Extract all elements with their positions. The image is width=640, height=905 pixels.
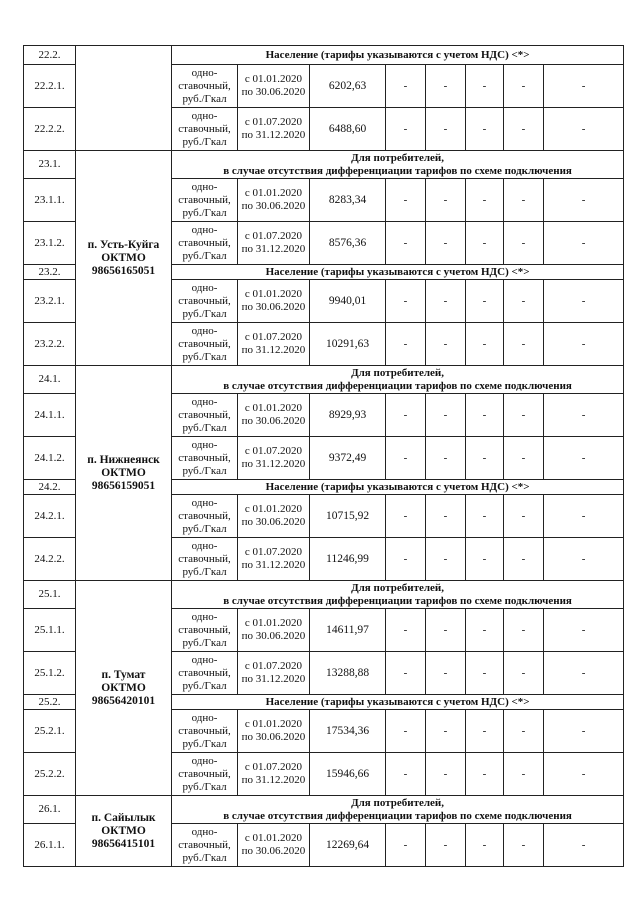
dash: - [504, 609, 544, 652]
dash: - [504, 753, 544, 796]
dash: - [386, 394, 426, 437]
period: с 01.07.2020 по 31.12.2020 [238, 652, 310, 695]
row-number: 23.1.1. [24, 179, 76, 222]
dash: - [504, 323, 544, 366]
rate-type: одно- ставочный, руб./Гкал [172, 437, 238, 480]
tariff-value: 6202,63 [310, 65, 386, 108]
rate-type: одно- ставочный, руб./Гкал [172, 652, 238, 695]
dash: - [504, 437, 544, 480]
dash: - [544, 323, 624, 366]
population-header: Население (тарифы указываются с учетом НДС) <*> [172, 695, 624, 710]
rate-type: одно- ставочный, руб./Гкал [172, 280, 238, 323]
tariff-value: 12269,64 [310, 824, 386, 867]
dash: - [386, 609, 426, 652]
dash: - [504, 538, 544, 581]
row-number: 23.1.2. [24, 222, 76, 265]
row-number: 23.2. [24, 265, 76, 280]
dash: - [426, 394, 466, 437]
row-number: 24.2.2. [24, 538, 76, 581]
dash: - [386, 280, 426, 323]
dash: - [504, 65, 544, 108]
rate-type: одно- ставочный, руб./Гкал [172, 824, 238, 867]
row-number: 26.1. [24, 796, 76, 824]
rate-type: одно- ставочный, руб./Гкал [172, 323, 238, 366]
location-cell: п. Нижнеянск ОКТМО 98656159051 [76, 366, 172, 581]
tariff-value: 9940,01 [310, 280, 386, 323]
period: с 01.07.2020 по 31.12.2020 [238, 323, 310, 366]
tariff-value: 15946,66 [310, 753, 386, 796]
dash: - [504, 710, 544, 753]
dash: - [426, 652, 466, 695]
dash: - [386, 437, 426, 480]
rate-type: одно- ставочный, руб./Гкал [172, 222, 238, 265]
dash: - [426, 753, 466, 796]
row-number: 24.2. [24, 480, 76, 495]
row-number: 25.2. [24, 695, 76, 710]
period: с 01.01.2020 по 30.06.2020 [238, 394, 310, 437]
period: с 01.07.2020 по 31.12.2020 [238, 538, 310, 581]
row-number: 24.1.2. [24, 437, 76, 480]
row-number: 23.1. [24, 151, 76, 179]
location-cell: п. Сайылык ОКТМО 98656415101 [76, 796, 172, 867]
tariff-table [23, 45, 624, 867]
dash: - [386, 824, 426, 867]
table-row [24, 46, 624, 65]
dash: - [466, 753, 504, 796]
dash: - [504, 179, 544, 222]
dash: - [426, 710, 466, 753]
tariff-value: 8576,36 [310, 222, 386, 265]
dash: - [466, 280, 504, 323]
dash: - [466, 495, 504, 538]
rate-type: одно- ставочный, руб./Гкал [172, 609, 238, 652]
consumers-header: Для потребителей, в случае отсутствия дифференциации тарифов по схеме подключения [172, 151, 624, 179]
dash: - [466, 710, 504, 753]
row-number: 22.2.1. [24, 65, 76, 108]
dash: - [504, 495, 544, 538]
dash: - [504, 108, 544, 151]
dash: - [386, 65, 426, 108]
dash: - [544, 495, 624, 538]
dash: - [466, 222, 504, 265]
dash: - [544, 222, 624, 265]
dash: - [426, 222, 466, 265]
rate-type: одно- ставочный, руб./Гкал [172, 179, 238, 222]
row-number: 24.1.1. [24, 394, 76, 437]
dash: - [466, 394, 504, 437]
dash: - [386, 323, 426, 366]
dash: - [544, 437, 624, 480]
table-row [24, 151, 624, 179]
dash: - [386, 108, 426, 151]
dash: - [466, 538, 504, 581]
rate-type: одно- ставочный, руб./Гкал [172, 65, 238, 108]
period: с 01.01.2020 по 30.06.2020 [238, 179, 310, 222]
consumers-header: Для потребителей, в случае отсутствия дифференциации тарифов по схеме подключения [172, 796, 624, 824]
tariff-value: 13288,88 [310, 652, 386, 695]
tariff-value: 10715,92 [310, 495, 386, 538]
row-number: 24.2.1. [24, 495, 76, 538]
row-number: 25.2.2. [24, 753, 76, 796]
period: с 01.07.2020 по 31.12.2020 [238, 108, 310, 151]
row-number: 25.2.1. [24, 710, 76, 753]
tariff-value: 8929,93 [310, 394, 386, 437]
rate-type: одно- ставочный, руб./Гкал [172, 710, 238, 753]
table-row [24, 581, 624, 609]
period: с 01.01.2020 по 30.06.2020 [238, 65, 310, 108]
dash: - [466, 609, 504, 652]
period: с 01.07.2020 по 31.12.2020 [238, 437, 310, 480]
dash: - [544, 280, 624, 323]
dash: - [504, 652, 544, 695]
dash: - [466, 652, 504, 695]
population-header: Население (тарифы указываются с учетом НДС) <*> [172, 480, 624, 495]
dash: - [504, 280, 544, 323]
dash: - [466, 323, 504, 366]
dash: - [426, 495, 466, 538]
dash: - [544, 179, 624, 222]
row-number: 24.1. [24, 366, 76, 394]
dash: - [466, 437, 504, 480]
dash: - [544, 710, 624, 753]
dash: - [426, 280, 466, 323]
dash: - [426, 609, 466, 652]
rate-type: одно- ставочный, руб./Гкал [172, 108, 238, 151]
dash: - [544, 753, 624, 796]
tariff-value: 8283,34 [310, 179, 386, 222]
tariff-value: 11246,99 [310, 538, 386, 581]
dash: - [386, 652, 426, 695]
dash: - [544, 652, 624, 695]
dash: - [386, 710, 426, 753]
population-header: Население (тарифы указываются с учетом НДС) <*> [172, 265, 624, 280]
dash: - [504, 824, 544, 867]
row-number: 26.1.1. [24, 824, 76, 867]
dash: - [544, 65, 624, 108]
period: с 01.01.2020 по 30.06.2020 [238, 609, 310, 652]
row-number: 25.1. [24, 581, 76, 609]
dash: - [426, 323, 466, 366]
dash: - [466, 108, 504, 151]
consumers-header: Для потребителей, в случае отсутствия дифференциации тарифов по схеме подключения [172, 366, 624, 394]
period: с 01.01.2020 по 30.06.2020 [238, 710, 310, 753]
dash: - [544, 824, 624, 867]
dash: - [386, 179, 426, 222]
dash: - [426, 824, 466, 867]
row-number: 23.2.2. [24, 323, 76, 366]
dash: - [544, 394, 624, 437]
dash: - [544, 538, 624, 581]
dash: - [426, 179, 466, 222]
tariff-value: 6488,60 [310, 108, 386, 151]
table-row [24, 366, 624, 394]
consumers-header: Для потребителей, в случае отсутствия дифференциации тарифов по схеме подключения [172, 581, 624, 609]
period: с 01.01.2020 по 30.06.2020 [238, 280, 310, 323]
location-cell [76, 46, 172, 151]
row-number: 25.1.2. [24, 652, 76, 695]
dash: - [386, 753, 426, 796]
dash: - [504, 222, 544, 265]
rate-type: одно- ставочный, руб./Гкал [172, 495, 238, 538]
population-header: Население (тарифы указываются с учетом НДС) <*> [172, 46, 624, 65]
dash: - [466, 65, 504, 108]
rate-type: одно- ставочный, руб./Гкал [172, 538, 238, 581]
dash: - [386, 495, 426, 538]
dash: - [426, 437, 466, 480]
period: с 01.07.2020 по 31.12.2020 [238, 222, 310, 265]
tariff-value: 14611,97 [310, 609, 386, 652]
dash: - [426, 108, 466, 151]
dash: - [426, 65, 466, 108]
row-number: 25.1.1. [24, 609, 76, 652]
location-cell: п. Усть-Куйга ОКТМО 98656165051 [76, 151, 172, 366]
dash: - [504, 394, 544, 437]
row-number: 22.2. [24, 46, 76, 65]
dash: - [386, 538, 426, 581]
tariff-value: 9372,49 [310, 437, 386, 480]
table-row [24, 796, 624, 824]
dash: - [544, 108, 624, 151]
tariff-value: 17534,36 [310, 710, 386, 753]
dash: - [426, 538, 466, 581]
dash: - [466, 179, 504, 222]
rate-type: одно- ставочный, руб./Гкал [172, 753, 238, 796]
rate-type: одно- ставочный, руб./Гкал [172, 394, 238, 437]
dash: - [544, 609, 624, 652]
location-cell: п. Тумат ОКТМО 98656420101 [76, 581, 172, 796]
period: с 01.07.2020 по 31.12.2020 [238, 753, 310, 796]
row-number: 22.2.2. [24, 108, 76, 151]
tariff-value: 10291,63 [310, 323, 386, 366]
dash: - [466, 824, 504, 867]
dash: - [386, 222, 426, 265]
period: с 01.01.2020 по 30.06.2020 [238, 824, 310, 867]
period: с 01.01.2020 по 30.06.2020 [238, 495, 310, 538]
row-number: 23.2.1. [24, 280, 76, 323]
